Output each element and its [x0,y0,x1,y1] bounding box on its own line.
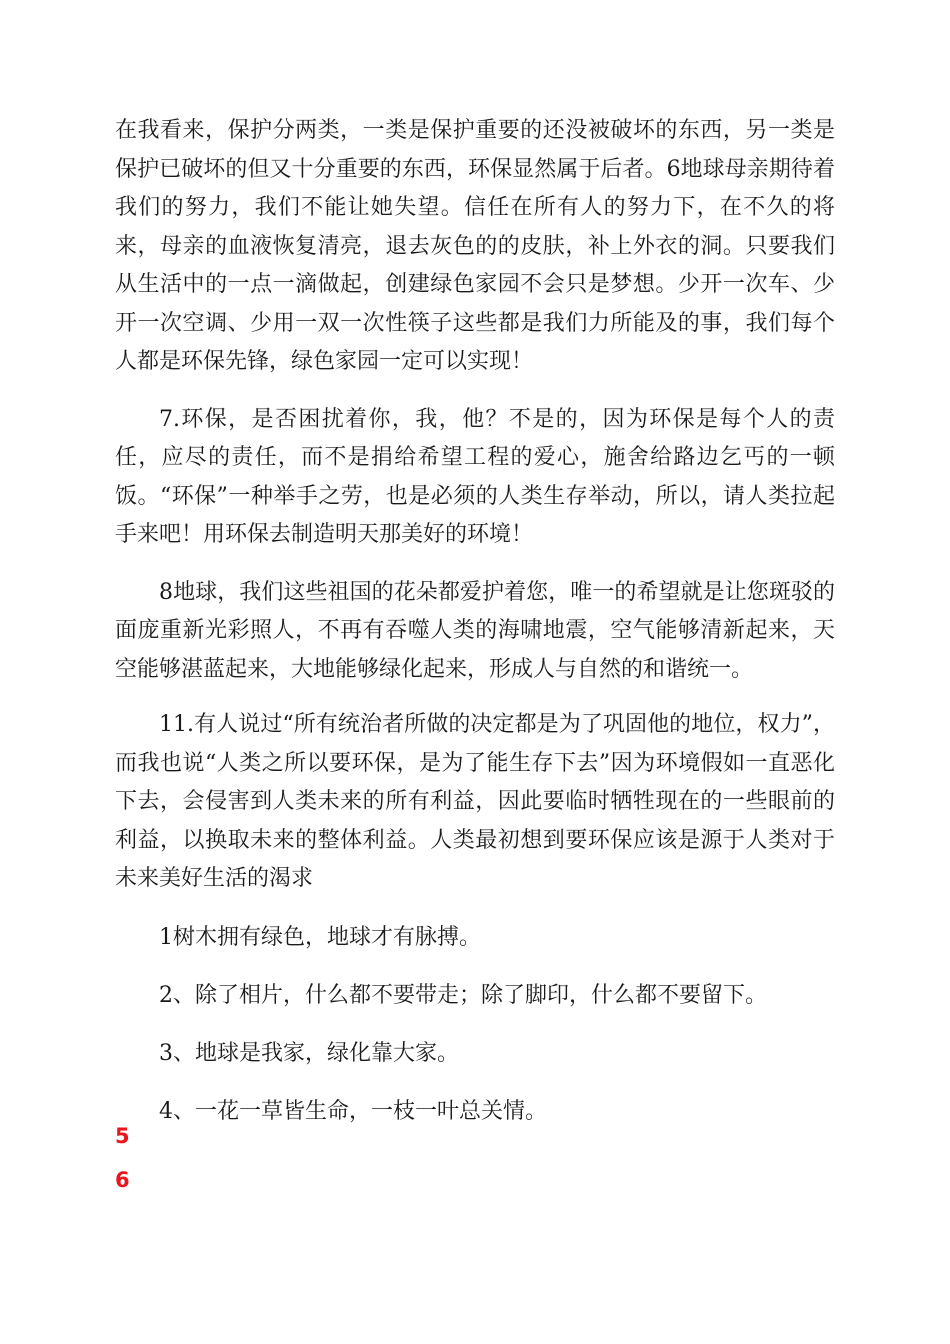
page-number-6: 6 [115,1168,130,1192]
slogan-4: 4、一花一草皆生命，一枝一叶总关情。 [159,1098,547,1124]
slogan-3: 3、地球是我家，绿化靠大家。 [159,1040,459,1066]
paragraph-gap [115,382,835,401]
paragraph-7: 7.环保，是否困扰着你，我，他？不是的，因为环保是每个人的责任，应尽的责任，而不是捐给希望工程的爱心，施舍给路边乞丐的一顿饭。“环保”一种举手之劳，也是必须的人类生存举动，所以，请人类拉起手来吧！用环保去制造明天那美好的环境！ [115,406,835,547]
paragraph-11: 11.有人说过“所有统治者所做的决定都是为了巩固他的地位，权力”，而我也说“人类之所以要环保，是为了能生存下去”因为环境假如一直恶化下去，会侵害到人类未来的所有利益，因此要临时牺牲现在的一些眼前的利益，以换取未来的整体利益。人类最初想到要环保应该是源于人类对于未来美好生活的渴求 [115,712,835,891]
paragraph-protection: 在我看来，保护分两类，一类是保护重要的还没被破坏的东西，另一类是保护已破坏的但又十分重要的东西，环保显然属于后者。6地球母亲期待着我们的努力，我们不能让她失望。信任在所有人的努力下，在不久的将来，母亲的血液恢复清亮，退去灰色的的皮肤，补上外衣的洞。只要我们从生活中的一点一滴做起，创建绿色家园不会只是梦想。少开一次车、少开一次空调、少用一双一次性筷子这些都是我们力所能及的事，我们每个人都是环保先锋，绿色家园一定可以实现！ [115,118,835,374]
paragraph-gap [115,1015,835,1035]
paragraph-gap [115,689,835,706]
paragraph-gap [115,957,835,977]
paragraph-gap [115,899,835,919]
paragraph-gap [115,1073,835,1093]
paragraph-gap [115,555,835,574]
slogan-1: 1树木拥有绿色，地球才有脉搏。 [159,924,481,950]
slogan-2: 2、除了相片，什么都不要带走；除了脚印，什么都不要留下。 [159,982,767,1008]
paragraph-8: 8地球，我们这些祖国的花朵都爱护着您，唯一的希望就是让您斑驳的面庞重新光彩照人，不再有吞噬人类的海啸地震，空气能够清新起来，天空能够湛蓝起来，大地能够绿化起来，形成人与自然的和谐统一。 [115,579,835,682]
document-body [115,112,835,1131]
page-number-5: 5 [115,1124,130,1148]
